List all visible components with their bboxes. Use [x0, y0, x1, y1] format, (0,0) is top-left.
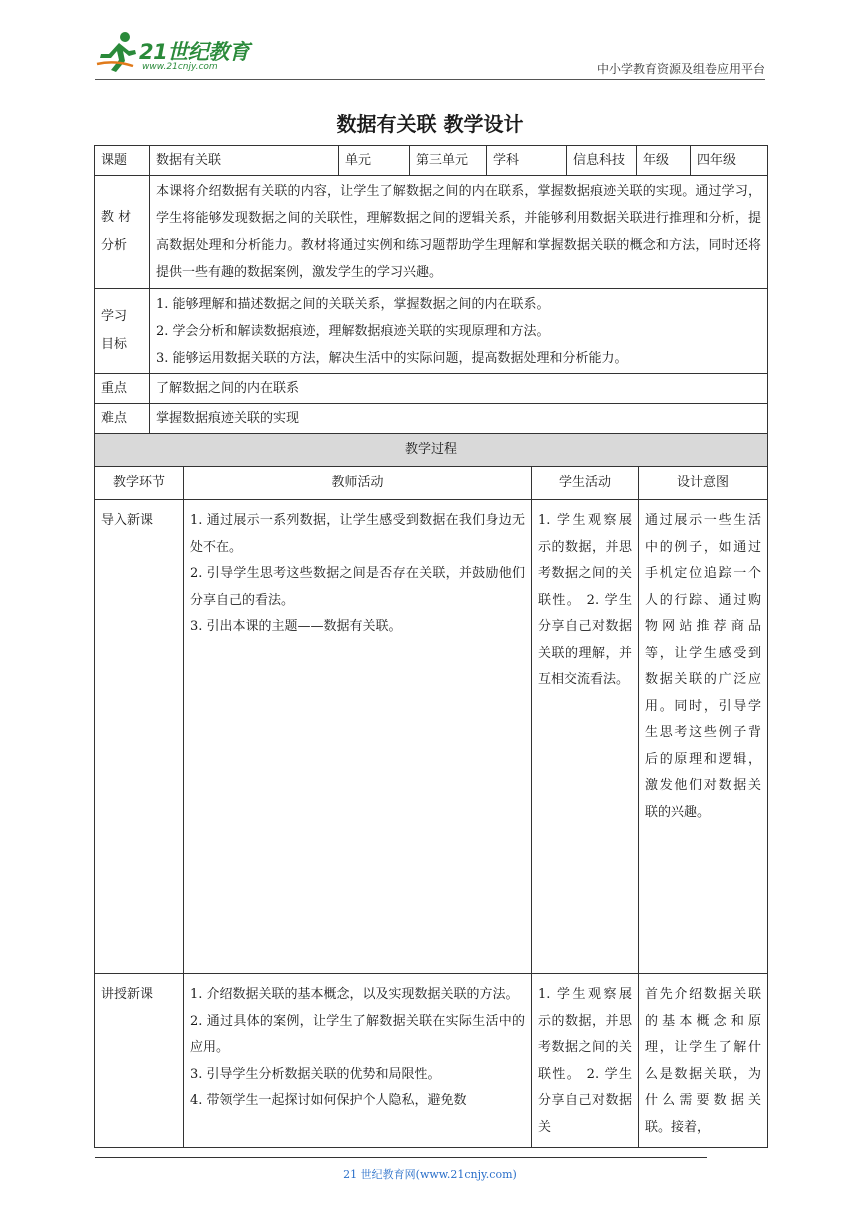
key-value: 了解数据之间的内在联系 — [150, 374, 768, 404]
table-row — [95, 974, 768, 1148]
goals-list — [150, 289, 768, 374]
teacher-step: 3. 引导学生分析数据关联的优势和局限性。 — [190, 1066, 441, 1082]
runner-logo-icon — [95, 30, 139, 74]
goal-item: 1. 能够理解和描述数据之间的关联关系，掌握数据之间的内在联系。 — [156, 296, 550, 312]
teacher-step: 1. 介绍数据关联的基本概念，以及实现数据关联的方法。 — [190, 987, 519, 1002]
teacher-step: 2. 通过具体的案例，让学生了解数据关联在实际生活中的应用。 — [190, 1013, 525, 1055]
process-table — [94, 433, 768, 1148]
footer-text[interactable]: 21 世纪教育网(www.21cnjy.com) — [343, 1168, 517, 1181]
key-label: 重点 — [95, 374, 150, 404]
teacher-step: 3. 引出本课的主题——数据有关联。 — [190, 619, 402, 634]
footer-divider — [95, 1157, 707, 1158]
logo — [95, 30, 265, 76]
subject-label: 学科 — [487, 146, 567, 176]
goal-item: 3. 能够运用数据关联的方法，解决生活中的实际问题，提高数据处理和分析能力。 — [156, 350, 628, 366]
difficulty-value: 掌握数据痕迹关联的实现 — [150, 404, 768, 434]
col-stage: 教学环节 — [95, 467, 184, 500]
teacher-step: 4. 带领学生一起探讨如何保护个人隐私，避免数 — [190, 1093, 467, 1108]
difficulty-label: 难点 — [95, 404, 150, 434]
stage-name: 讲授新课 — [95, 974, 184, 1148]
teacher-step: 2. 引导学生思考这些数据之间是否存在关联，并鼓励他们分享自己的看法。 — [190, 566, 525, 608]
logo-subtext: www.21cnjy.com — [142, 62, 218, 72]
unit-value: 第三单元 — [410, 146, 487, 176]
col-student: 学生活动 — [532, 467, 639, 500]
table-row — [95, 500, 768, 974]
student-activity: 1. 学生观察展示的数据，并思考数据之间的关联性。 2. 学生分享自己对数据关 — [532, 974, 639, 1148]
stage-name: 导入新课 — [95, 500, 184, 974]
unit-label: 单元 — [339, 146, 410, 176]
topic-value: 数据有关联 — [150, 146, 339, 176]
topic-label: 课题 — [95, 146, 150, 176]
page-title: 数据有关联 教学设计 — [336, 112, 524, 136]
grade-label: 年级 — [637, 146, 691, 176]
header-divider — [95, 79, 765, 80]
goals-label: 学习 目标 — [95, 289, 150, 374]
teacher-step: 1. 通过展示一系列数据，让学生感受到数据在我们身边无处不在。 — [190, 513, 525, 555]
info-table — [94, 145, 768, 434]
process-section-title: 教学过程 — [95, 434, 768, 467]
col-teacher: 教师活动 — [184, 467, 532, 500]
teacher-activity — [184, 500, 532, 974]
teacher-activity — [184, 974, 532, 1148]
analysis-text: 本课将介绍数据有关联的内容，让学生了解数据之间的内在联系，掌握数据痕迹关联的实现。通过学习，学生将能够发现数据之间的关联性，理解数据之间的逻辑关系，并能够利用数据关联进行推理和分析，提高数据处理和分析能力。教材将通过实例和练习题帮助学生理解和掌握数据关联的概念和方法，同时还将提供一些有趣的数据案例，激发学生的学习兴趣。 — [150, 176, 768, 289]
logo-text: 21世纪教育 — [139, 40, 250, 64]
analysis-label: 教 材 分析 — [95, 176, 150, 289]
page-header — [95, 28, 765, 80]
design-intent: 首先介绍数据关联的基本概念和原理，让学生了解什么是数据关联，为什么需要数据关联。接着， — [639, 974, 768, 1148]
col-intent: 设计意图 — [639, 467, 768, 500]
platform-name: 中小学教育资源及组卷应用平台 — [596, 62, 765, 76]
design-intent: 通过展示一些生活中的例子，如通过手机定位追踪一个人的行踪、通过购物网站推荐商品等，让学生感受到数据关联的广泛应用。同时，引导学生思考这些例子背后的原理和逻辑，激发他们对数据关联的兴趣。 — [639, 500, 768, 974]
subject-value: 信息科技 — [567, 146, 637, 176]
goal-item: 2. 学会分析和解读数据痕迹，理解数据痕迹关联的实现原理和方法。 — [156, 323, 550, 339]
grade-value: 四年级 — [691, 146, 768, 176]
student-activity: 1. 学生观察展示的数据，并思考数据之间的关联性。 2. 学生分享自己对数据关联的理解，并互相交流看法。 — [532, 500, 639, 974]
